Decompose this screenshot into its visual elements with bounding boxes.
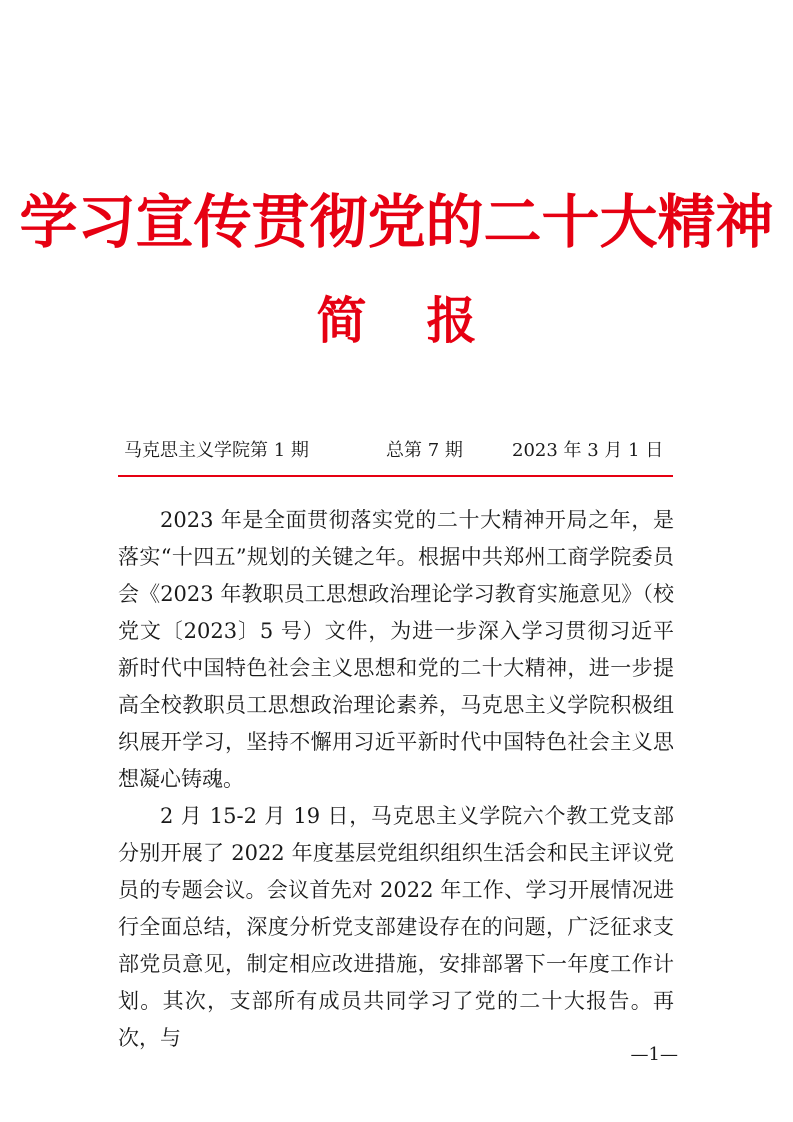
issue-number: 马克思主义学院第 1 期 [124,440,309,461]
issue-date: 2023 年 3 月 1 日 [512,440,664,461]
body-text [118,502,674,1057]
paragraph: 2023 年是全面贯彻落实党的二十大精神开局之年，是落实“十四五”规划的关键之年。根据中共郑州工商学院委员会《2023 年教职员工思想政治理论学习教育实施意见》（校党文〔2023〕5 号）文件，为进一步深入学习贯彻习近平新时代中国特色社会主义思想和党的二十大精神，进一步提高全校教职员工思想政治理论素养，马克思主义学院积极组织展开学习，坚持不懈用习近平新时代中国特色社会主义思想凝心铸魂。 [118,508,674,791]
header-divider [118,475,673,477]
page-number: —1— [630,1044,678,1065]
issue-info [118,436,673,466]
total-issue-number: 总第 7 期 [386,440,463,461]
paragraph: 2 月 15-2 月 19 日，马克思主义学院六个教工党支部分别开展了 2022 年度基层党组织组织生活会和民主评议党员的专题会议。会议首先对 2022 年工作、学习开展情况进行全面总结，深度分析党支部建设存在的问题，广泛征求支部党员意见，制定相应改进措施，安排部署下一年度工作计划。其次，支部所有成员共同学习了党的二十大报告。再次，与 [118,804,674,1050]
document-subtitle: 简报 [316,291,537,350]
document-title: 学习宣传贯彻党的二十大精神 [19,188,774,256]
